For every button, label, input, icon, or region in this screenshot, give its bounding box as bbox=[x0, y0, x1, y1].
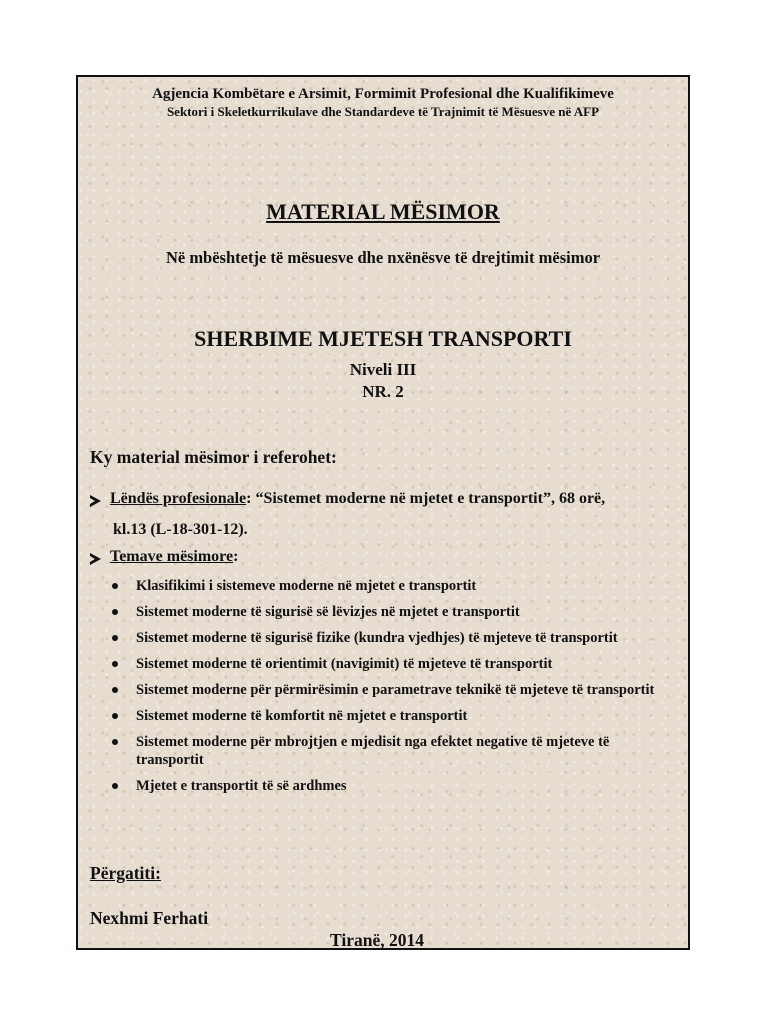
list-item bbox=[112, 733, 672, 769]
sector-name: Sektori i Skeletkurrikulave dhe Standardeve të Trajnimit të Mësuesve në AFP bbox=[166, 104, 600, 119]
prepared-by-label: Përgatiti: bbox=[90, 863, 161, 883]
list-item bbox=[112, 577, 672, 595]
place-date: Tiranë, 2014 bbox=[330, 930, 424, 950]
bullet-icon bbox=[112, 687, 118, 693]
list-item bbox=[112, 603, 672, 621]
document-title: MATERIAL MËSIMOR bbox=[266, 199, 500, 224]
subject-title: SHERBIME MJETESH TRANSPORTI bbox=[194, 326, 572, 351]
topic-text: Sistemet moderne të komfortit në mjetet e transportit bbox=[136, 708, 468, 724]
professional-subject-label: Lëndës profesionale bbox=[110, 490, 247, 507]
list-item bbox=[112, 707, 672, 725]
bullet-icon bbox=[112, 583, 118, 589]
bullet-icon bbox=[112, 783, 118, 789]
list-item bbox=[112, 655, 672, 673]
arrow-bullet-icon bbox=[90, 553, 101, 565]
number-label: NR. 2 bbox=[362, 382, 404, 401]
topic-text: Klasifikimi i sistemeve moderne në mjetet e transportit bbox=[136, 578, 477, 594]
references-heading: Ky material mësimor i referohet: bbox=[90, 447, 337, 467]
bullet-icon bbox=[112, 661, 118, 667]
topics-line bbox=[110, 548, 238, 566]
topics-list bbox=[112, 577, 672, 803]
topic-text: Sistemet moderne të orientimit (navigimit) të mjeteve të transportit bbox=[136, 656, 553, 672]
arrow-bullet-icon bbox=[90, 495, 101, 507]
list-item bbox=[112, 629, 672, 647]
topics-label: Temave mësimore bbox=[110, 548, 234, 565]
list-item bbox=[112, 777, 672, 795]
topic-text: Sistemet moderne të sigurisë fizike (kundra vjedhjes) të mjeteve të transportit bbox=[136, 630, 618, 646]
bullet-icon bbox=[112, 635, 118, 641]
topic-text: Sistemet moderne për përmirësimin e parametrave teknikë të mjeteve të transportit bbox=[136, 682, 655, 698]
topic-text: Sistemet moderne për mbrojtjen e mjedisit nga efektet negative të mjeteve të transportit bbox=[136, 734, 610, 768]
topic-text: Mjetet e transportit të së ardhmes bbox=[136, 778, 347, 794]
bullet-icon bbox=[112, 609, 118, 615]
bullet-icon bbox=[112, 739, 118, 745]
professional-subject-text: : “Sistemet moderne në mjetet e transportit”, 68 orë, bbox=[246, 490, 606, 507]
topics-colon: : bbox=[233, 548, 239, 565]
topic-text: Sistemet moderne të sigurisë së lëvizjes në mjetet e transportit bbox=[136, 604, 520, 620]
author-name: Nexhmi Ferhati bbox=[90, 908, 209, 928]
cover-frame bbox=[76, 75, 690, 950]
level-label: Niveli III bbox=[349, 360, 417, 379]
document-subtitle: Në mbështetje të mësuesve dhe nxënësve të drejtimit mësimor bbox=[165, 248, 601, 267]
professional-subject-continuation: kl.13 (L-18-301-12). bbox=[113, 521, 248, 538]
agency-name: Agjencia Kombëtare e Arsimit, Formimit Profesional dhe Kualifikimeve bbox=[152, 86, 614, 102]
bullet-icon bbox=[112, 713, 118, 719]
professional-subject-line bbox=[110, 490, 605, 508]
list-item bbox=[112, 681, 672, 699]
